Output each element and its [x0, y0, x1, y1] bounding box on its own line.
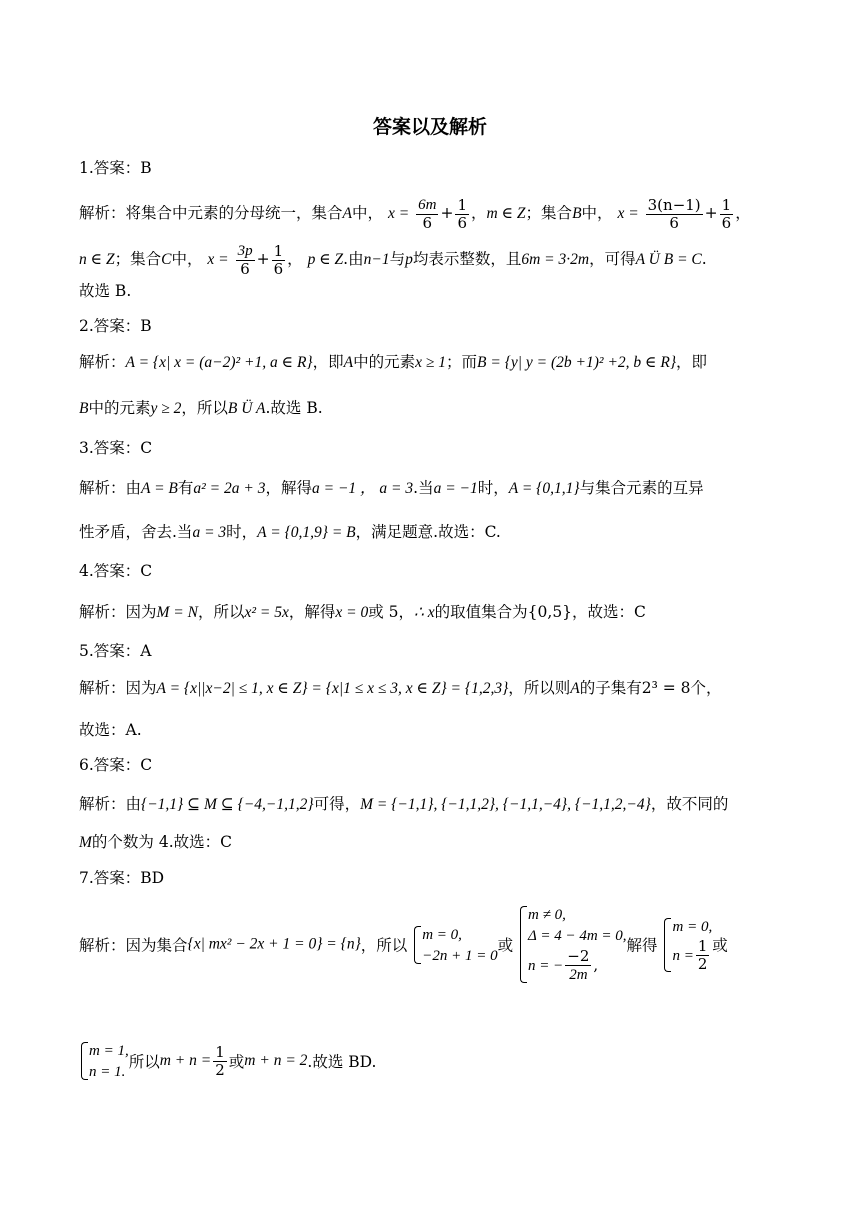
text: 时， — [226, 523, 258, 541]
math: B Ü A — [227, 400, 266, 417]
den: 2 — [697, 955, 708, 973]
text: 解析：因为 — [79, 603, 157, 621]
text: 或 5， — [368, 603, 415, 621]
text: 解析：由 — [79, 479, 142, 497]
text: ，所以 — [360, 936, 408, 955]
math: {x| mx² − 2x + 1 = 0} = {n} — [187, 935, 361, 953]
math: A = {x||x−2| ≤ 1, x ∈ Z} = {x|1 ≤ x ≤ 3, x ∈ Z} = {1,2,3} — [156, 680, 509, 697]
math: x ≥ 1 — [415, 354, 447, 371]
op: + — [256, 250, 270, 268]
den: 2 — [215, 1060, 225, 1079]
answer-5: 5.答案：A — [79, 642, 152, 660]
fraction — [720, 197, 734, 232]
math: n ∈ Z — [79, 251, 115, 268]
q3-line1 — [79, 478, 704, 499]
system-3 — [662, 916, 712, 974]
text: 中， — [171, 250, 203, 268]
system-4 — [79, 1040, 129, 1082]
math: x = — [207, 251, 229, 268]
answer-6: 6.答案：C — [79, 756, 153, 774]
text: ，解得 — [288, 603, 336, 621]
text: 的个数为 4.故选：C — [91, 833, 232, 851]
text: 解析：因为集合 — [79, 936, 188, 955]
text: 的子集有 — [579, 679, 642, 697]
fraction — [213, 1044, 227, 1079]
op: + — [440, 204, 454, 222]
math: A — [342, 205, 352, 222]
math: x = 0 — [335, 604, 369, 621]
num: 1 — [697, 937, 708, 955]
math: 2³ = 8 — [641, 679, 691, 697]
text: 解析：因为 — [79, 679, 157, 697]
num: 3(n−1) — [647, 195, 701, 214]
text: ，满足题意.故选：C. — [355, 523, 501, 541]
num: 3p — [237, 243, 253, 259]
math: a² = 2a + 3 — [193, 480, 266, 497]
q2-line2 — [79, 398, 323, 419]
text: ，即 — [676, 353, 708, 371]
text: 所以 — [128, 1053, 160, 1071]
answer-4: 4.答案：C — [79, 562, 153, 580]
den: 2m — [569, 967, 588, 983]
math: n = − — [528, 958, 564, 974]
math: {0,5} — [527, 603, 573, 621]
num: 6m — [418, 197, 437, 213]
math: m ∈ Z — [486, 205, 526, 222]
math: y ≥ 2 — [150, 400, 182, 417]
text: 均表示整数，且 — [412, 250, 522, 268]
math: A = {0,1,9} = B — [257, 524, 356, 541]
text: ，解得 — [265, 479, 312, 497]
fraction — [272, 243, 286, 278]
math: −2n + 1 = 0 — [422, 947, 498, 964]
math: m = 0, — [672, 918, 713, 935]
den: 6 — [273, 259, 284, 278]
fraction — [696, 938, 710, 973]
q6-line1 — [79, 794, 728, 815]
text: 中的元素 — [353, 353, 416, 371]
text: ；集合 — [114, 250, 162, 268]
page-title: 答案以及解析 — [372, 116, 487, 138]
math: n−1 — [363, 251, 390, 268]
math: m + n = — [159, 1052, 212, 1069]
math: m ≠ 0, — [528, 907, 566, 923]
q6-line2 — [79, 832, 232, 853]
math: x = — [617, 205, 639, 222]
text: 性矛盾，舍去.当 — [79, 523, 193, 541]
q3-line2 — [79, 522, 501, 543]
math: p ∈ Z — [307, 251, 344, 268]
text: ，故不同的 — [650, 795, 729, 813]
op: + — [704, 204, 718, 222]
text: 解析： — [79, 353, 126, 371]
math: n = — [672, 947, 694, 964]
math: M = {−1,1}, {−1,1,2}, {−1,1,−4}, {−1,1,2,−4} — [360, 796, 651, 813]
text: .由 — [343, 250, 364, 268]
math: A = {0,1,1} — [508, 480, 580, 497]
text: 中， — [351, 204, 383, 222]
text: ，可得 — [589, 250, 636, 268]
text: .故选 BD. — [307, 1053, 377, 1071]
math: 6m = 3·2m — [521, 251, 590, 268]
num: 1 — [721, 195, 732, 214]
math: Δ = 4 − 4m = 0, — [528, 928, 627, 944]
math: A — [570, 680, 580, 697]
text: 的取值集合为 — [434, 603, 528, 621]
den: 6 — [422, 214, 433, 232]
den: 6 — [669, 213, 679, 232]
text: 解析：将集合中元素的分母统一，集合 — [79, 204, 343, 222]
math: C — [161, 251, 172, 268]
q7-line2 — [79, 1040, 376, 1082]
text: ，所以则 — [508, 679, 571, 697]
math: A = {x| x = (a−2)² +1, a ∈ R} — [125, 354, 313, 371]
system-2: m ≠ 0, Δ = 4 − 4m = 0, n = − $\frac{-2}{2m}$ , — [518, 904, 626, 985]
text: 中， — [581, 204, 613, 222]
system-1 — [412, 924, 497, 966]
q2-line1 — [79, 352, 707, 373]
q5-line1 — [79, 678, 722, 699]
num: 1 — [215, 1042, 225, 1061]
math: m + n = 2 — [244, 1052, 308, 1069]
text: ；集合 — [525, 204, 573, 222]
math: x² = 5x — [244, 604, 289, 621]
text: 有 — [177, 479, 194, 497]
answer-1: 1.答案：B — [79, 159, 152, 177]
answer-3: 3.答案：C — [79, 439, 153, 457]
text: 中的元素 — [88, 399, 151, 417]
text: 或 — [712, 936, 728, 955]
math: M — [79, 834, 92, 851]
math: A Ü B = C — [635, 251, 702, 268]
q1-line2: n ∈ Z；集合C中， x = $\frac{3p}{6}$ + $\frac{1}{6}$ ， p ∈ Z.由n−1与p均表示整数，且6m = 3·2m，可得A Ü B = C. — [79, 241, 707, 278]
num: −2 — [567, 947, 590, 965]
math: B = {y| y = (2b +1)² +2, b ∈ R} — [477, 354, 677, 371]
text: 或 — [228, 1053, 245, 1071]
math: B — [572, 205, 582, 222]
q7-line1 — [79, 904, 728, 985]
den: 6 — [240, 260, 250, 278]
math: m = 0, — [422, 926, 462, 943]
math: a = −1 ， a = 3 — [312, 480, 414, 497]
text: 个， — [690, 679, 722, 697]
text: ；而 — [446, 353, 478, 371]
math: p — [405, 251, 413, 268]
text: .当 — [413, 479, 434, 497]
math: ∴ x — [414, 604, 435, 621]
text: ，故选：C — [572, 603, 646, 621]
math: A — [343, 354, 354, 371]
q5-line2: 故选：A. — [79, 721, 142, 739]
math: n = 1. — [89, 1064, 126, 1080]
answer-7: 7.答案：BD — [79, 869, 165, 887]
text: 与集合元素的互异 — [579, 479, 704, 497]
math: A = B — [141, 480, 178, 497]
math: B — [79, 400, 89, 417]
fraction — [455, 197, 469, 232]
q1-line1: 解析：将集合中元素的分母统一，集合A中， x = $\frac{6m}{6}$ + $\frac{1}{6}$ ，m ∈ Z；集合B中， x = $\frac{3(n-1)}{6}$ + $\frac{1}{6}$ ， — [79, 195, 751, 232]
num: 1 — [457, 195, 467, 214]
text: 可得， — [313, 795, 361, 813]
q4-line1 — [79, 602, 646, 623]
text: 与 — [389, 250, 406, 268]
text: 时， — [477, 479, 509, 497]
math: M = N — [156, 604, 198, 621]
den: 6 — [721, 213, 732, 232]
fraction — [565, 948, 591, 984]
den: 6 — [457, 213, 467, 232]
text: ，即 — [312, 353, 344, 371]
fraction — [236, 242, 255, 278]
fraction — [416, 196, 438, 232]
math: a = 3 — [192, 524, 227, 541]
math: a = −1 — [433, 480, 478, 497]
math: {−1,1} ⊆ M ⊆ {−4,−1,1,2} — [141, 796, 314, 813]
fraction — [646, 197, 703, 232]
math: m = 1, — [89, 1043, 129, 1059]
num: 1 — [273, 241, 284, 260]
text: 或 — [497, 936, 514, 955]
text: ，所以 — [181, 399, 228, 417]
q1-line3: 故选 B. — [79, 282, 132, 300]
text: ，所以 — [197, 603, 245, 621]
answer-2: 2.答案：B — [79, 317, 152, 335]
text: 解得 — [626, 936, 658, 955]
math: x = — [387, 205, 410, 222]
text: 解析：由 — [79, 795, 142, 813]
text: .故选 B. — [265, 399, 323, 417]
